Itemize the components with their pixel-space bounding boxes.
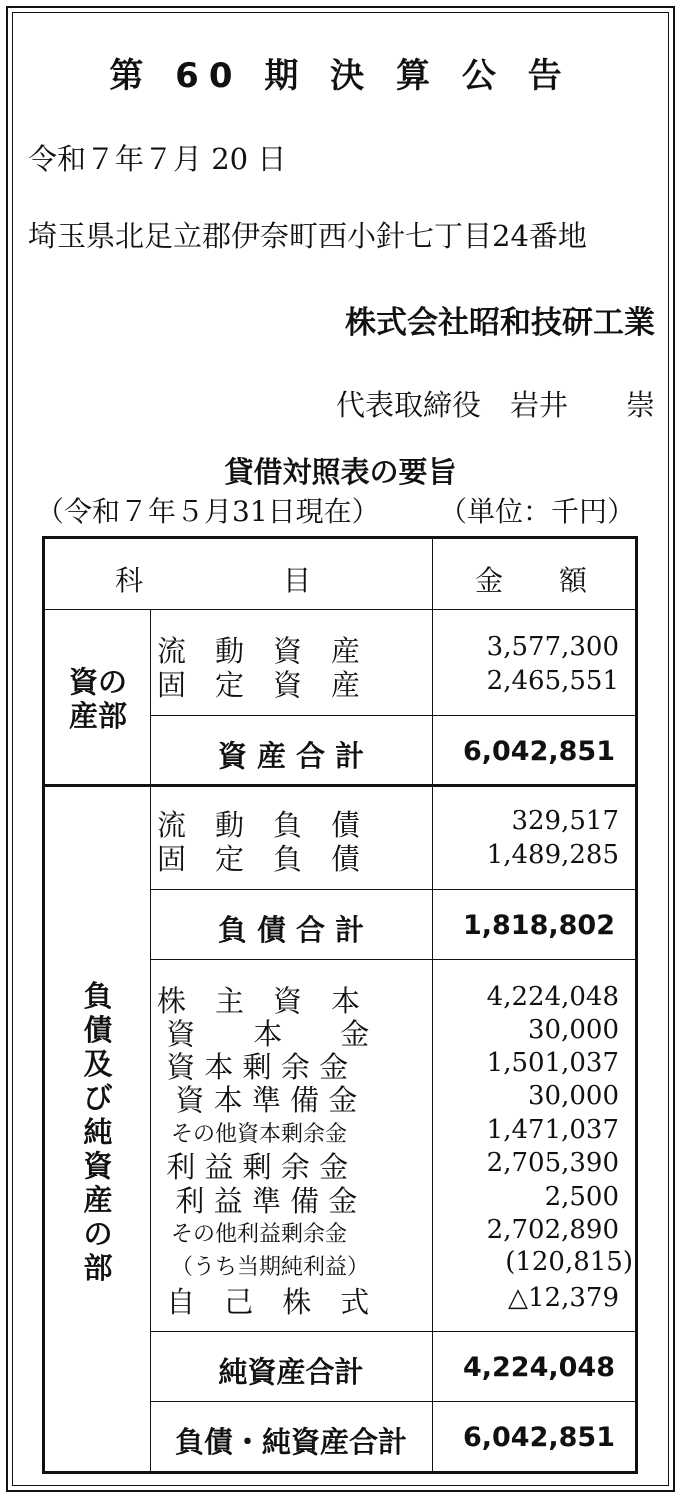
grand-total-value: 6,042,851: [462, 1422, 615, 1453]
item-other-retained-earnings: その他利益剰余金: [157, 1222, 347, 1247]
item-shareholders-equity: 株 主 資 本: [157, 984, 361, 1018]
item-retained-earnings: 利 益 剰 余 金: [157, 1150, 349, 1184]
liabilities-total-divider-bottom: [150, 959, 635, 960]
item-fixed-assets: 固 定 資 産: [157, 668, 361, 702]
value-fixed-liabilities: 1,489,285: [486, 840, 619, 870]
assets-total-label: 資 産 合 計: [217, 739, 365, 773]
equity-total-divider-bottom: [150, 1401, 635, 1402]
liabilities-equity-section-label: [81, 979, 115, 1285]
header-account: 科 目: [115, 564, 312, 597]
notice-title: 第 60 期 決 算 公 告: [109, 56, 572, 96]
item-other-capital-surplus: その他資本剰余金: [157, 1122, 347, 1147]
item-current-liabilities: 流 動 負 債: [157, 808, 361, 842]
company-address: 埼玉県北足立郡伊奈町西小針七丁目24番地: [28, 219, 587, 253]
value-other-capital-surplus: 1,471,037: [486, 1115, 619, 1145]
company-name: 株式会社昭和技研工業: [345, 305, 655, 341]
value-fixed-assets: 2,465,551: [486, 666, 619, 696]
item-current-assets: 流 動 資 産: [157, 634, 361, 668]
balance-sheet-unit: （単位：千円）: [438, 495, 635, 528]
equity-total-divider-top: [150, 1331, 635, 1332]
header-amount: 金 額: [475, 564, 588, 597]
balance-sheet-table: [42, 536, 638, 1474]
item-legal-retained-earnings: 利 益 準 備 金: [157, 1184, 358, 1218]
value-net-income: (120,815): [505, 1247, 633, 1277]
representative: 代表取締役 岩井 崇: [335, 388, 655, 422]
liabilities-total-value: 1,818,802: [462, 910, 615, 941]
assets-section-label-2: 産部: [68, 699, 127, 733]
value-shareholders-equity: 4,224,048: [486, 982, 619, 1012]
value-capital-stock: 30,000: [528, 1015, 619, 1045]
equity-total-value: 4,224,048: [462, 1352, 615, 1383]
item-fixed-liabilities: 固 定 負 債: [157, 842, 361, 876]
liabilities-total-divider-top: [150, 889, 635, 890]
assets-total-value: 6,042,851: [462, 736, 615, 767]
item-net-income: （うち当期純利益）: [157, 1255, 369, 1280]
item-treasury-stock: 自 己 株 式: [157, 1285, 370, 1319]
assets-total-divider: [150, 715, 635, 716]
liabilities-equity-section-text: 負債及び純資産の部: [83, 979, 113, 1285]
value-legal-capital-surplus: 30,000: [528, 1081, 619, 1111]
item-legal-capital-surplus: 資 本 準 備 金: [157, 1083, 358, 1117]
balance-sheet-date: （令和７年５月31日現在）: [36, 495, 380, 528]
assets-section-end: [45, 784, 635, 787]
header-divider: [45, 609, 635, 610]
liabilities-total-label: 負 債 合 計: [217, 913, 365, 947]
value-treasury-stock: △12,379: [508, 1283, 619, 1313]
assets-section-label-1: 資の: [68, 665, 127, 699]
value-other-retained-earnings: 2,702,890: [486, 1215, 619, 1245]
value-capital-surplus: 1,501,037: [486, 1048, 619, 1078]
item-capital-stock: 資 本 金: [157, 1017, 370, 1051]
notice-date: 令和７年７月 20 日: [28, 142, 287, 176]
item-capital-surplus: 資 本 剰 余 金: [157, 1050, 349, 1084]
balance-sheet-title: 貸借対照表の要旨: [224, 455, 457, 489]
equity-total-label: 純資産合計: [218, 1355, 364, 1389]
value-legal-retained-earnings: 2,500: [544, 1182, 619, 1212]
value-current-liabilities: 329,517: [511, 806, 619, 836]
value-current-assets: 3,577,300: [486, 632, 619, 662]
value-retained-earnings: 2,705,390: [486, 1148, 619, 1178]
grand-total-label: 負債・純資産合計: [174, 1425, 407, 1459]
